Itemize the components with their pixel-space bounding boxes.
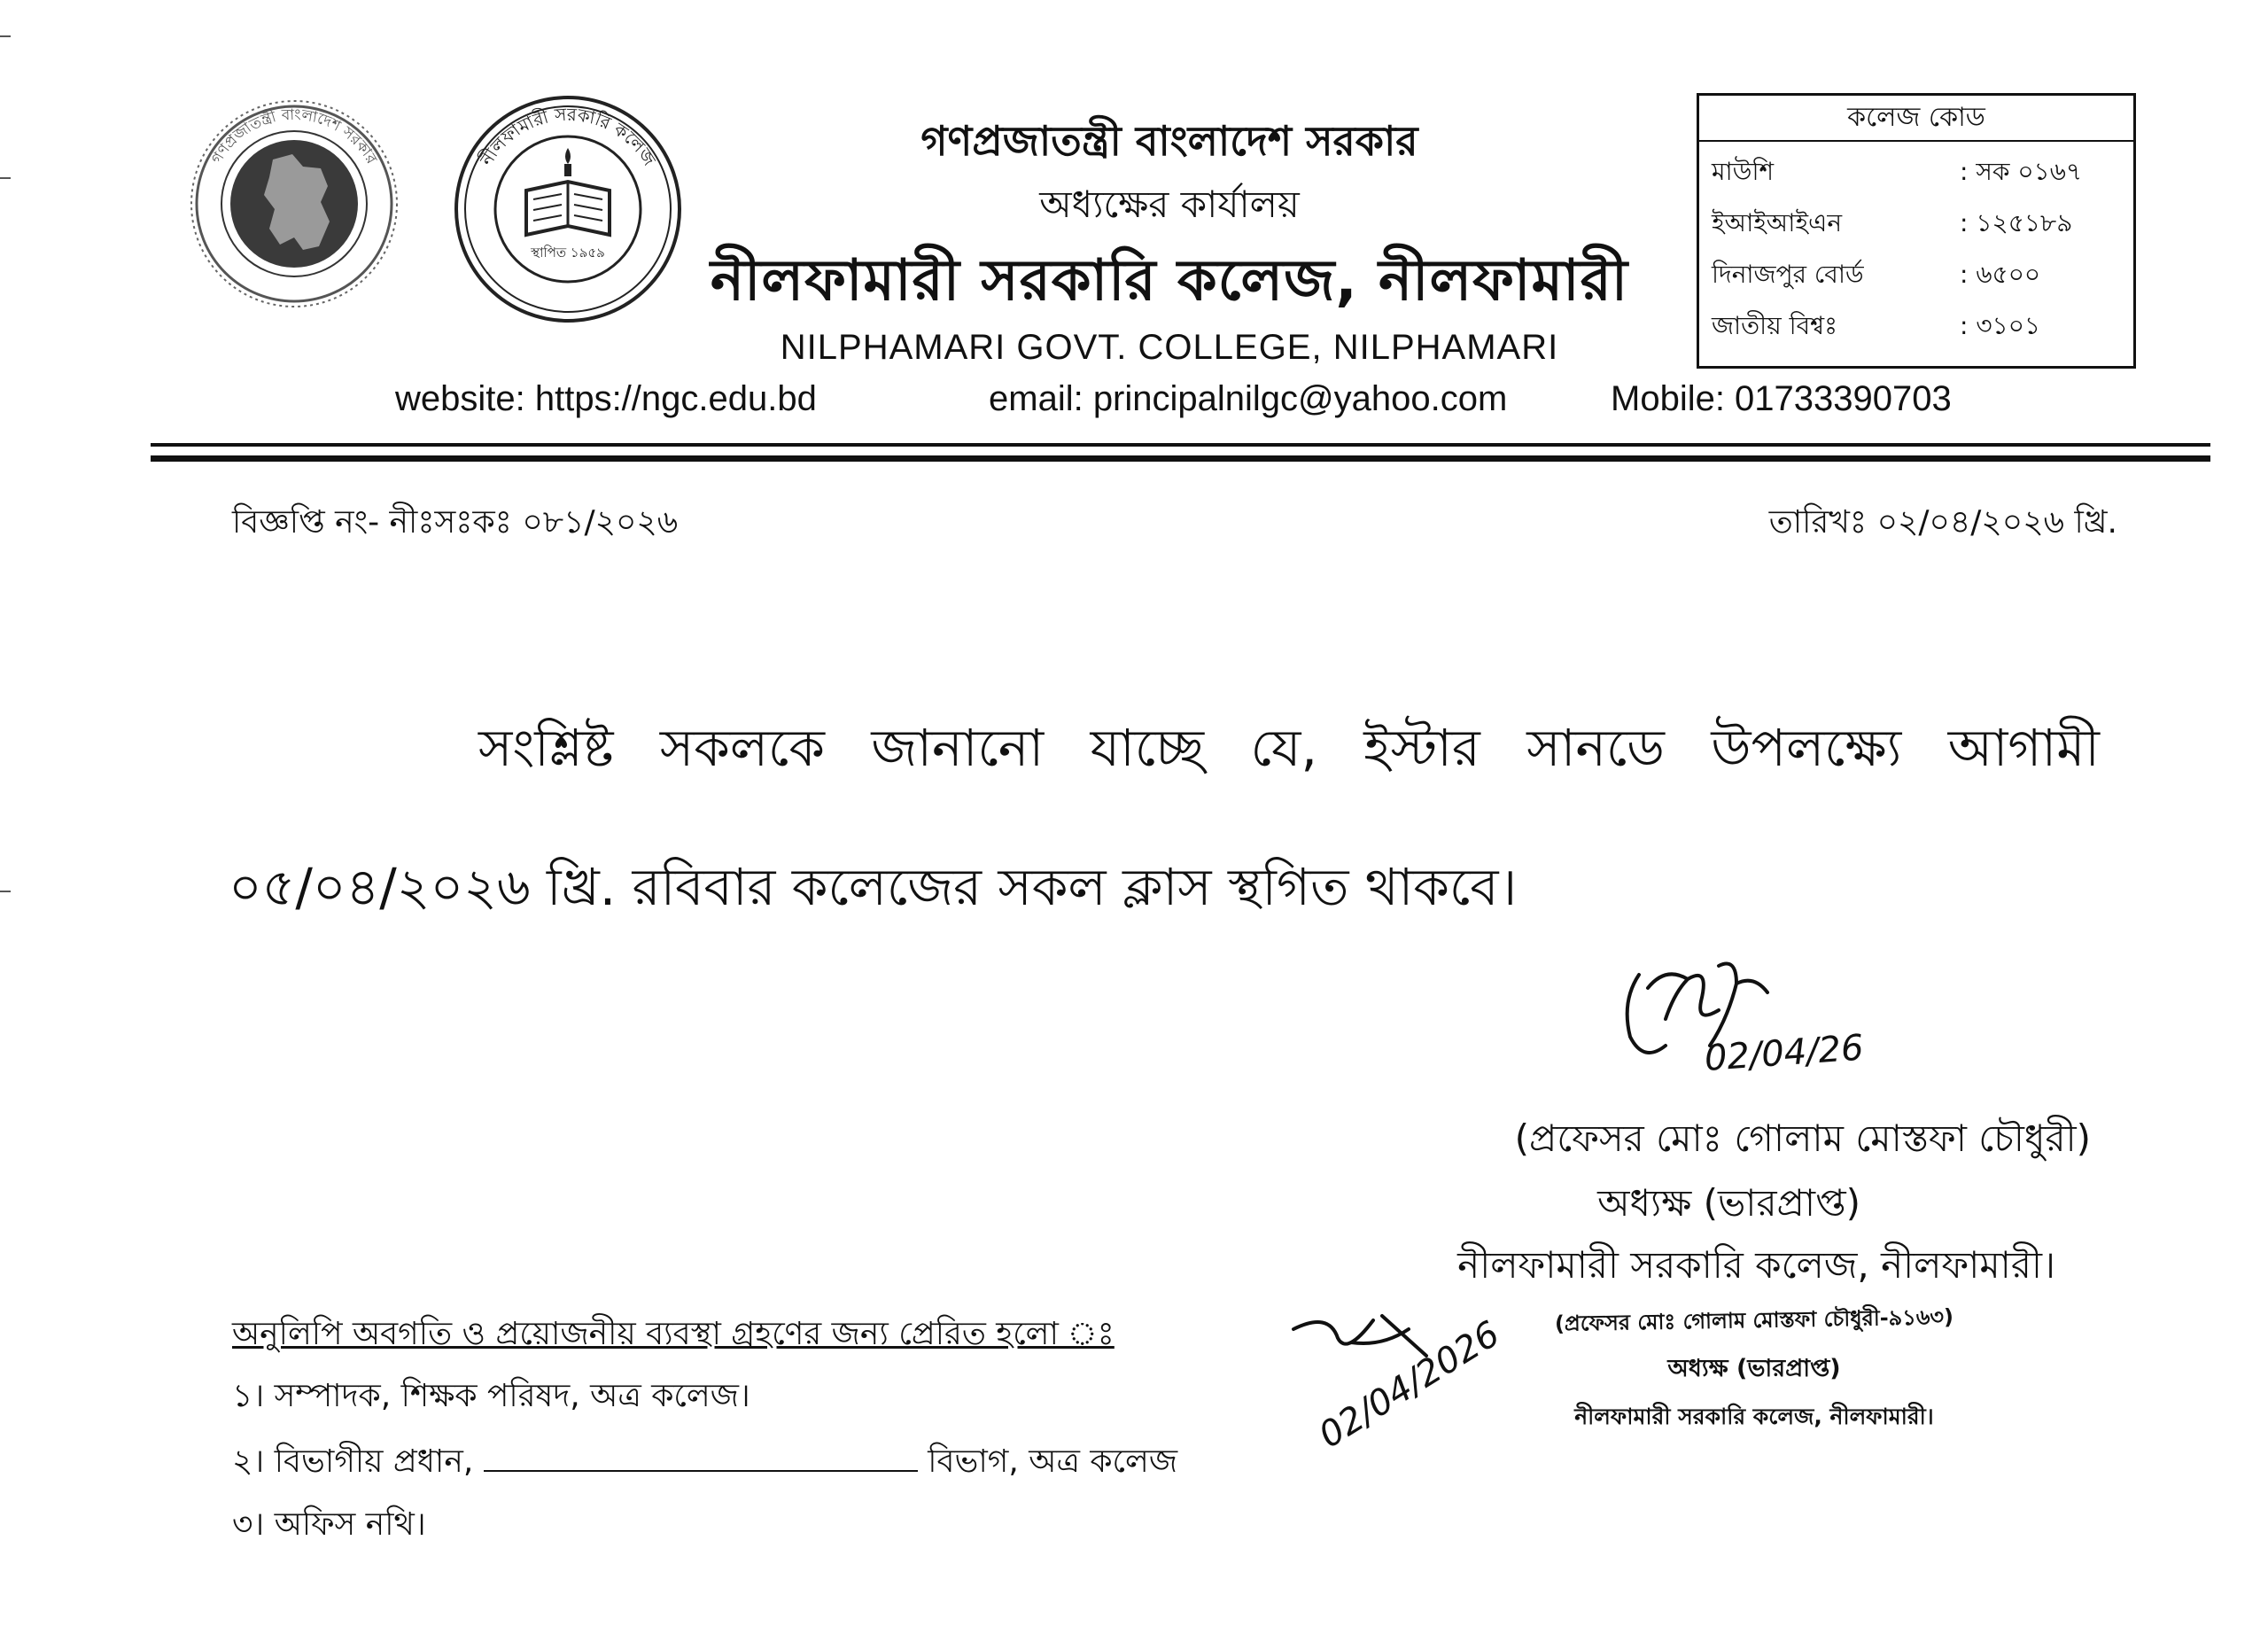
college-seal xyxy=(452,93,684,325)
copy-to-item-2-prefix: ২। বিভাগীয় প্রধান, xyxy=(232,1443,474,1480)
bangladesh-government-seal xyxy=(188,97,400,310)
office-stamp xyxy=(1524,1304,1984,1437)
stamp-designation: অধ্যক্ষ (ভারপ্রাপ্ত) xyxy=(1667,1355,1841,1382)
notice-body-line-2: ০৫/০৪/২০২৬ খ্রি. রবিবার কলেজের সকল ক্লাস স্থগিত থাকবে। xyxy=(229,857,1518,917)
svg-text:02/04/26: 02/04/26 xyxy=(1703,1027,1865,1079)
signatory-designation: অধ্যক্ষ (ভারপ্রাপ্ত) xyxy=(1597,1181,1860,1225)
government-title: গণপ্রজাতন্ত্রী বাংলাদেশ সরকার xyxy=(920,117,1418,165)
code-value: : সক ০১৬৭ xyxy=(1960,157,2083,186)
memo-number: বিজ্ঞপ্তি নং- নীঃসঃকঃ ০৮১/২০২৬ xyxy=(232,504,679,541)
copy-to-item-3: ৩। অফিস নথি। xyxy=(232,1506,426,1543)
code-value: : ৬৫০০ xyxy=(1960,260,2041,289)
stamp-institution: নীলফামারী সরকারি কলেজ, নীলফামারী। xyxy=(1574,1404,1934,1429)
code-value: : ৩১০১ xyxy=(1960,311,2041,340)
office-name: অধ্যক্ষের কার্যালয় xyxy=(1039,183,1300,226)
code-label: জাতীয় বিশ্বঃ xyxy=(1712,311,1838,340)
scan-mark xyxy=(0,177,11,179)
email-text: email: principalnilgc@yahoo.com xyxy=(989,379,1508,418)
scan-mark xyxy=(0,35,11,37)
signatory-institution: নীলফামারী সরকারি কলেজ, নীলফামারী। xyxy=(1457,1243,2055,1287)
department-blank-line xyxy=(484,1443,918,1472)
svg-text:স্থাপিত ১৯৫৯: স্থাপিত ১৯৫৯ xyxy=(531,245,605,261)
notice-body-line-1: সংশ্লিষ্ট সকলকে জানানো যাচ্ছে যে, ইস্টার সানডে উপলক্ষ্যে আগামী xyxy=(478,718,2100,778)
college-code-box xyxy=(1697,93,2136,369)
scan-mark xyxy=(0,891,11,892)
copy-to-item-2 xyxy=(232,1437,1177,1490)
code-label: দিনাজপুর বোর্ড xyxy=(1712,260,1864,289)
stamp-name: (প্রফেসর মোঃ গোলাম মোস্তফা চৌধুরী-৯১৬৩) xyxy=(1554,1304,1954,1336)
code-row xyxy=(1712,147,2119,197)
code-row xyxy=(1712,250,2119,300)
code-label: মাউশি xyxy=(1712,157,1775,186)
handwritten-signature xyxy=(1604,939,1905,1090)
handwritten-initials xyxy=(1276,1294,1497,1498)
college-name-bangla: নীলফামারী সরকারি কলেজ, নীলফামারী xyxy=(710,248,1629,314)
code-row xyxy=(1712,301,2119,351)
website-text: website: https://ngc.edu.bd xyxy=(395,379,817,418)
svg-text:02/04/2026: 02/04/2026 xyxy=(1311,1313,1497,1457)
code-row xyxy=(1712,198,2119,248)
college-name-english: NILPHAMARI GOVT. COLLEGE, NILPHAMARI xyxy=(780,328,1559,367)
code-label: ইআইআইএন xyxy=(1712,208,1843,237)
copy-to-item-1: ১। সম্পাদক, শিক্ষক পরিষদ, অত্র কলেজ। xyxy=(232,1378,750,1414)
mobile-text: Mobile: 01733390703 xyxy=(1611,379,1952,418)
college-code-title: কলেজ কোড xyxy=(1699,96,2133,142)
signatory-name: (প্রফেসর মোঃ গোলাম মোস্তফা চৌধুরী) xyxy=(1514,1116,2091,1160)
memo-date: তারিখঃ ০২/০৪/২০২৬ খ্রি. xyxy=(1768,504,2117,541)
svg-text:গণপ্রজাতন্ত্রী বাংলাদেশ সরকার: গণপ্রজাতন্ত্রী বাংলাদেশ সরকার xyxy=(207,105,381,167)
code-value: : ১২৫১৮৯ xyxy=(1960,208,2073,237)
header-rule-thick xyxy=(151,455,2210,462)
copy-to-heading: অনুলিপি অবগতি ও প্রয়োজনীয় ব্যবস্থা গ্রহণের জন্য প্রেরিত হলো ঃ xyxy=(232,1316,1115,1352)
header-rule xyxy=(151,443,2210,447)
svg-text:নীলফামারী সরকারি কলেজ: নীলফামারী সরকারি কলেজ xyxy=(475,103,661,170)
copy-to-item-2-suffix: বিভাগ, অত্র কলেজ xyxy=(928,1443,1178,1480)
